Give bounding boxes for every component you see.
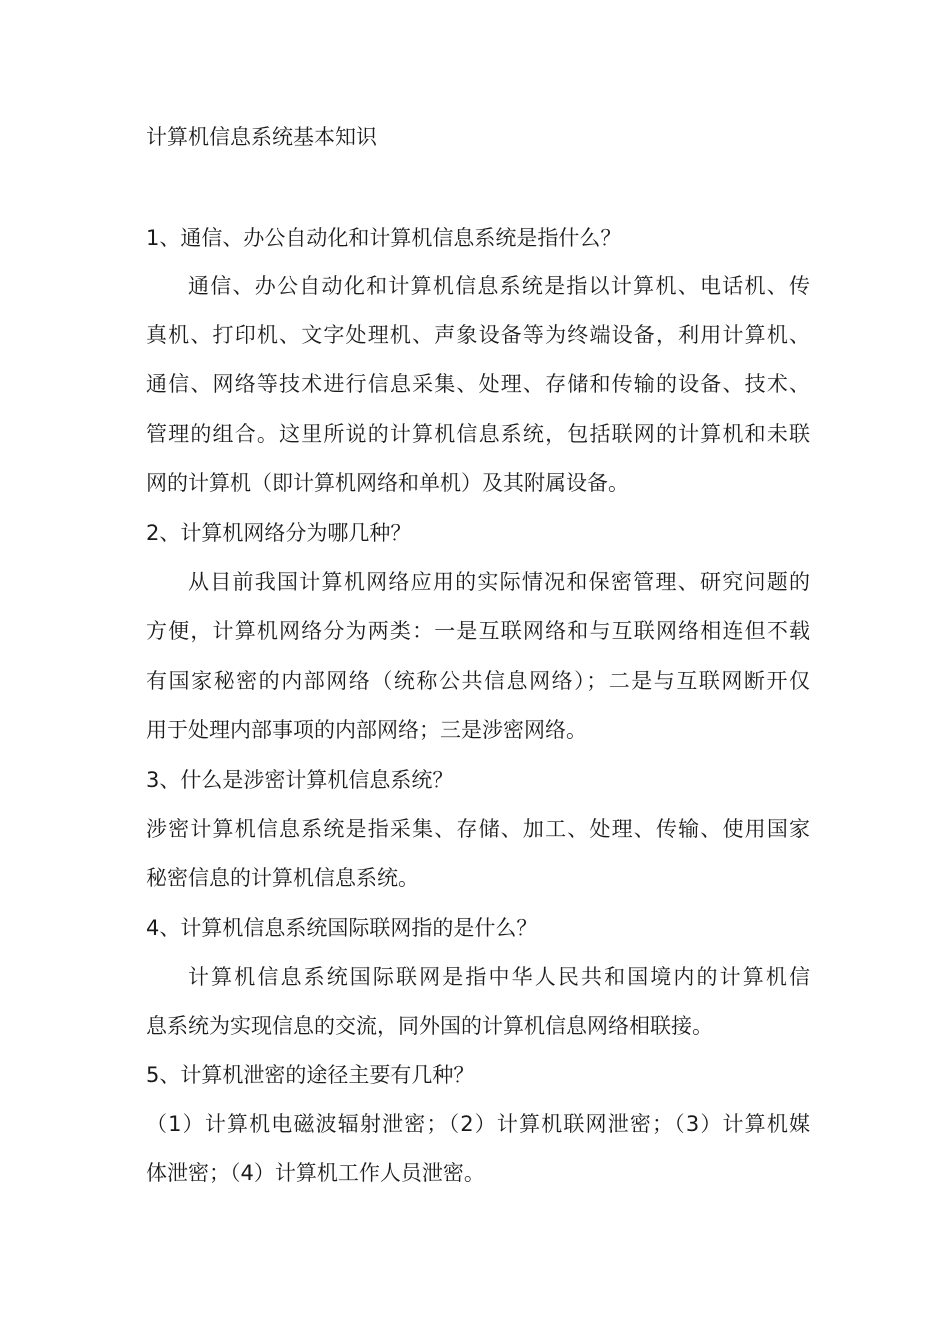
question-4: 4、计算机信息系统国际联网指的是什么？ bbox=[146, 916, 538, 940]
answer-4-line-2: 息系统为实现信息的交流，同外国的计算机信息网络相联接。 bbox=[146, 1014, 713, 1038]
answer-2-line-3: 有国家秘密的内部网络（统称公共信息网络）；二是与互联网断开仅 bbox=[146, 669, 810, 693]
answer-4-line-1: 计算机信息系统国际联网是指中华人民共和国境内的计算机信 bbox=[188, 965, 810, 989]
answer-1-line-3: 通信、网络等技术进行信息采集、处理、存储和传输的设备、技术、 bbox=[146, 372, 810, 396]
answer-1-line-5: 网的计算机（即计算机网络和单机）及其附属设备。 bbox=[146, 471, 629, 495]
answer-2-line-4: 用于处理内部事项的内部网络；三是涉密网络。 bbox=[146, 718, 587, 742]
question-3: 3、什么是涉密计算机信息系统？ bbox=[146, 768, 454, 792]
question-2: 2、计算机网络分为哪几种？ bbox=[146, 521, 412, 545]
answer-5-line-1: （1）计算机电磁波辐射泄密；（2）计算机联网泄密；（3）计算机媒 bbox=[146, 1112, 810, 1136]
question-1: 1、通信、办公自动化和计算机信息系统是指什么？ bbox=[146, 226, 622, 250]
question-5: 5、计算机泄密的途径主要有几种？ bbox=[146, 1063, 475, 1087]
answer-2-line-1: 从目前我国计算机网络应用的实际情况和保密管理、研究问题的 bbox=[188, 570, 810, 594]
answer-2-line-2: 方便，计算机网络分为两类：一是互联网络和与互联网络相连但不载 bbox=[146, 619, 810, 643]
answer-1-line-1: 通信、办公自动化和计算机信息系统是指以计算机、电话机、传 bbox=[188, 274, 810, 298]
answer-3-line-1: 涉密计算机信息系统是指采集、存储、加工、处理、传输、使用国家 bbox=[146, 817, 810, 841]
answer-5-line-2: 体泄密；（4）计算机工作人员泄密。 bbox=[146, 1161, 485, 1185]
answer-1-line-4: 管理的组合。这里所说的计算机信息系统，包括联网的计算机和未联 bbox=[146, 422, 810, 446]
answer-1-line-2: 真机、打印机、文字处理机、声象设备等为终端设备，利用计算机、 bbox=[146, 323, 810, 347]
document-title: 计算机信息系统基本知识 bbox=[146, 125, 377, 149]
answer-3-line-2: 秘密信息的计算机信息系统。 bbox=[146, 866, 419, 890]
